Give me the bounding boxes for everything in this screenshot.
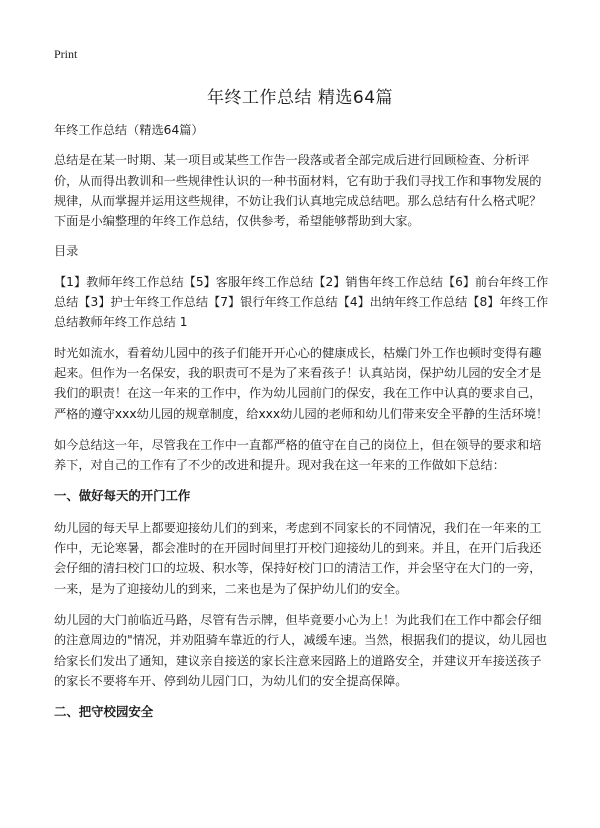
toc-link-7[interactable]: 【7】银行年终工作总结: [208, 295, 338, 310]
table-of-contents: [54, 272, 549, 333]
body-paragraph-2: 如今总结这一年，尽管我在工作中一直都严格的值守在自己的岗位上，但在领导的要求和培养下，对自己的工作有了不少的改进和提升。现对我在这一年来的工作做如下总结：: [54, 437, 542, 473]
toc-link-2[interactable]: 【2】销售年终工作总结: [313, 274, 443, 289]
body-paragraph-1: 时光如流水，看着幼儿园中的孩子们能开开心心的健康成长，枯燥门外工作也顿时变得有趣起来。但作为一名保安，我的职责可不是为了来看孩子！认真站岗，保护幼儿园的安全才是我们的职责！在这一年来的工作中，作为幼儿园前门的保安，我在工作中认真的要求自己，严格的遵守xxx幼儿园的规章制度，给xxx幼儿园的老师和幼儿们带来安全平静的生活环境！: [54, 345, 549, 421]
toc-link-3[interactable]: 【3】护士年终工作总结: [78, 295, 209, 310]
section1-paragraph-2: 幼儿园的大门前临近马路，尽管有告示牌，但毕竟要小心为上！为此我们在工作中都会仔细的注意周边的"情况，并劝阻骑车靠近的行人，减缓车速。当然，根据我们的提议，幼儿园也给家长们发出了通知，建议亲自接送的家长注意来园路上的道路安全，并建议开车接送孩子的家长不要将车开、停到幼儿园门口，为幼儿们的安全提高保障。: [54, 612, 548, 688]
document-subtitle: 年终工作总结（精选64篇）: [54, 123, 204, 137]
toc-link-8[interactable]: 【8】年终工作总结教师年终工作总结 1: [54, 295, 549, 330]
intro-paragraph: 总结是在某一时期、某一项目或某些工作告一段落或者全部完成后进行回顾检查、分析评价，从而得出教训和一些规律性认识的一种书面材料，它有助于我们寻找工作和事物发展的规律，从而掌握并运用这些规律，不妨让我们认真地完成总结吧。那么总结有什么格式呢？下面是小编整理的年终工作总结，仅供参考，希望能够帮助到大家。: [54, 153, 542, 229]
section-heading-1: 一、做好每天的开门工作: [54, 488, 191, 504]
toc-link-1[interactable]: 【1】教师年终工作总结: [54, 274, 184, 289]
toc-link-4[interactable]: 【4】出纳年终工作总结: [337, 295, 468, 310]
document-body: [54, 120, 549, 733]
toc-label: 目录: [54, 244, 79, 259]
toc-link-5[interactable]: 【5】客服年终工作总结: [183, 274, 314, 289]
page-title: 年终工作总结 精选64篇: [206, 88, 394, 108]
section1-paragraph-1: 幼儿园的每天早上都要迎接幼儿们的到来，考虑到不同家长的不同情况，我们在一年来的工作中，无论寒暑，都会准时的在开园时间里打开校门迎接幼儿的到来。并且，在开门后我还会仔细的清扫校门口的垃圾、积水等，保持好校门口的清洁工作，并会坚守在大门的一旁，一来，是为了迎接幼儿的到来，二来也是为了保护幼儿们的安全。: [54, 520, 542, 596]
section-heading-2: 二、把守校园安全: [54, 704, 154, 720]
print-link[interactable]: Print: [54, 47, 78, 61]
toc-link-6[interactable]: 【6】前台年终工作总结: [54, 274, 549, 310]
